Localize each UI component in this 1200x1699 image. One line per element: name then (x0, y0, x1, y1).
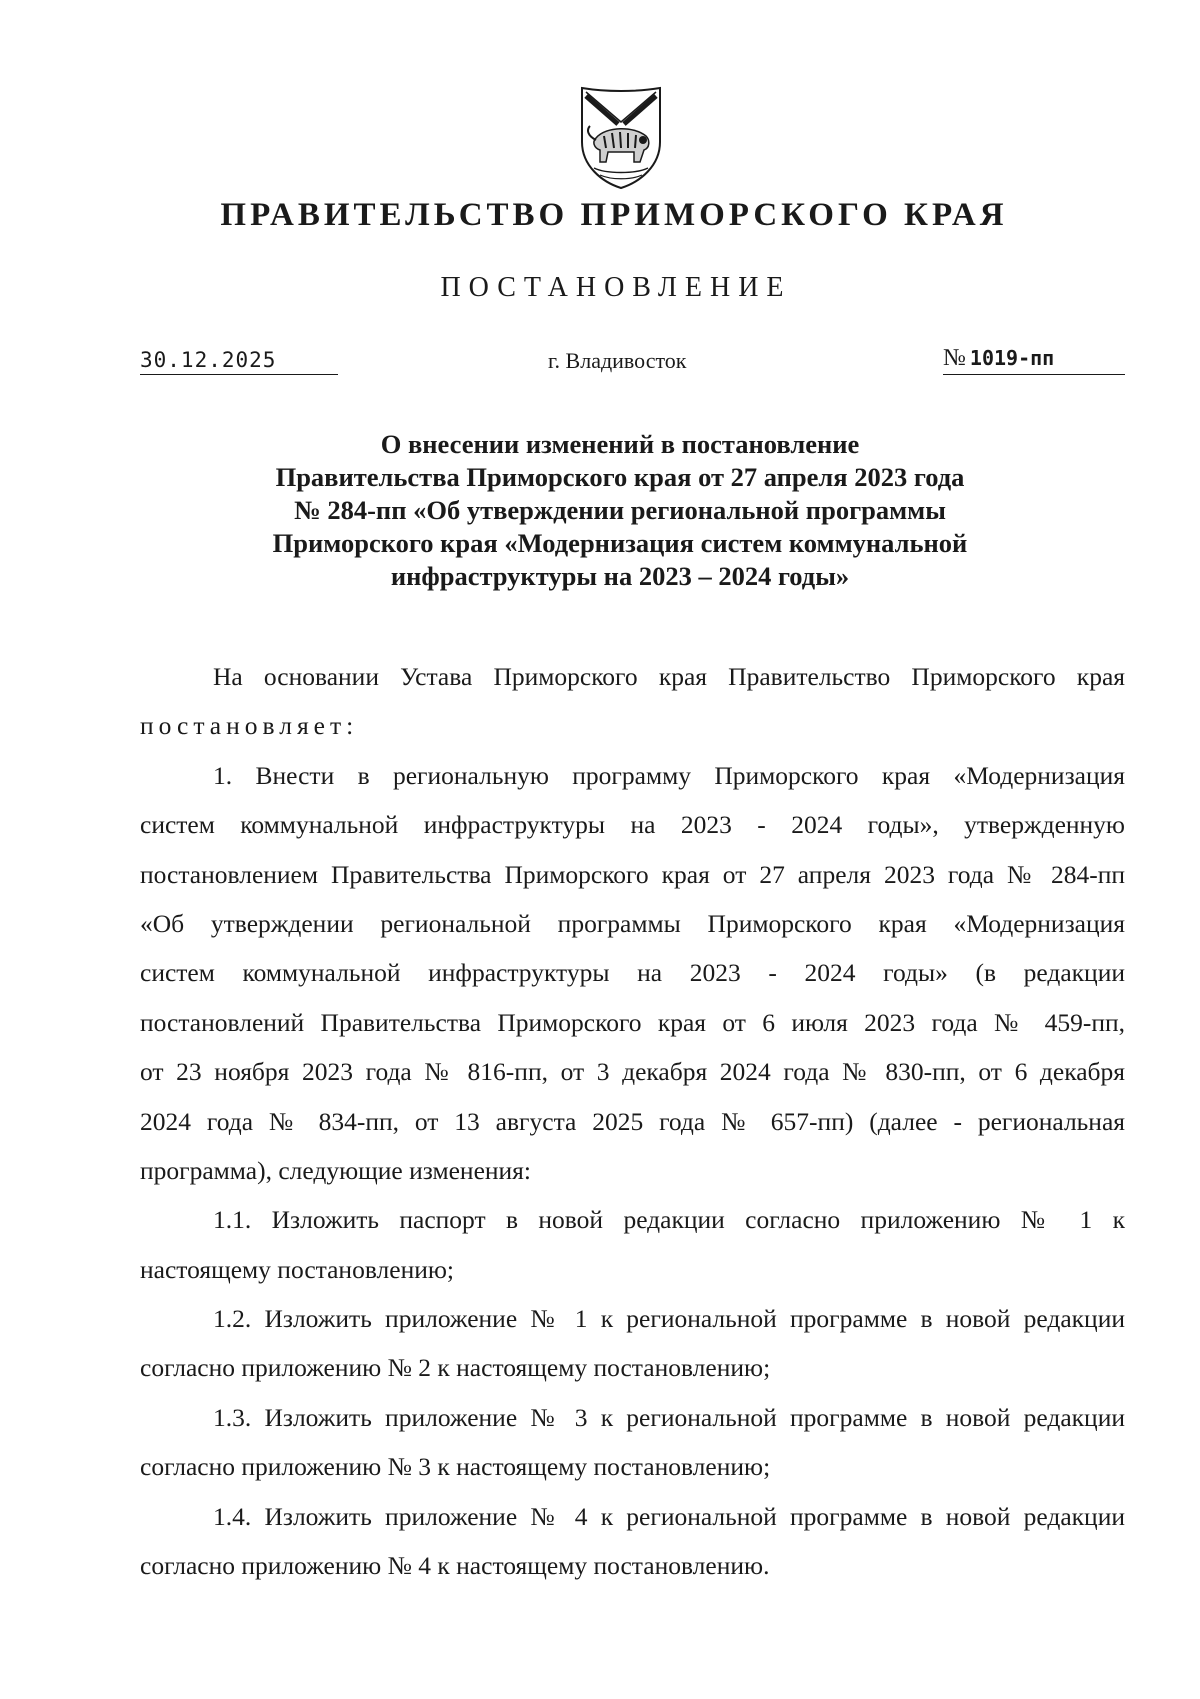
document-date: 30.12.2025 (140, 348, 338, 375)
body-line: 1.3. Изложить приложение № 3 к региональной программе в новой редакции (213, 1402, 1125, 1432)
body-line: согласно приложению № 4 к настоящему постановлению. (140, 1551, 770, 1581)
body-line: 1.2. Изложить приложение № 1 к региональной программе в новой редакции (213, 1304, 1125, 1334)
body-line: постановлений Правительства Приморского края от 6 июля 2023 года № 459-пп, (140, 1007, 1125, 1037)
heading-line: инфраструктуры на 2023 – 2024 годы» (390, 561, 850, 591)
body-line: постановлением Правительства Приморского края от 27 апреля 2023 года № 284-пп (140, 859, 1125, 889)
body-line: от 23 ноября 2023 года № 816-пп, от 3 декабря 2024 года № 830-пп, от 6 декабря (140, 1057, 1125, 1087)
body-line: постановляет: (140, 711, 359, 741)
body-line: 1.4. Изложить приложение № 4 к региональной программе в новой редакции (213, 1501, 1125, 1531)
body-line: систем коммунальной инфраструктуры на 2023 - 2024 годы», утвержденную (140, 810, 1125, 840)
body-line: программа), следующие изменения: (140, 1155, 531, 1185)
body-line: согласно приложению № 3 к настоящему постановлению; (140, 1452, 771, 1482)
document-city: г. Владивосток (548, 348, 687, 373)
body-line: согласно приложению № 2 к настоящему постановлению; (140, 1353, 771, 1383)
body-line: систем коммунальной инфраструктуры на 2023 - 2024 годы» (в редакции (140, 958, 1125, 988)
body-line: На основании Устава Приморского края Правительство Приморского края (213, 662, 1125, 691)
body-line: 1.1. Изложить паспорт в новой редакции согласно приложению № 1 к (213, 1205, 1125, 1235)
body-line: 1. Внести в региональную программу Приморского края «Модернизация (213, 760, 1125, 790)
heading-line: № 284-пп «Об утверждении региональной программы (294, 495, 946, 525)
heading-line: О внесении изменений в постановление (380, 429, 860, 459)
document-number (943, 345, 1125, 375)
number-prefix: № (943, 345, 966, 371)
government-title: ПРАВИТЕЛЬСТВО ПРИМОРСКОГО КРАЯ (220, 197, 1008, 233)
heading-line: Приморского края «Модернизация систем коммунальной (272, 528, 968, 558)
document-heading (200, 428, 1040, 593)
heading-line: Правительства Приморского края от 27 апреля 2023 года (275, 462, 965, 492)
body-line: 2024 года № 834-пп, от 13 августа 2025 года № 657-пп) (далее - региональная (140, 1106, 1125, 1136)
coat-of-arms-icon (576, 78, 666, 190)
number-value: 1019-пп (969, 346, 1055, 370)
body-line: настоящему постановлению; (140, 1254, 454, 1284)
document-type: ПОСТАНОВЛЕНИЕ (440, 272, 792, 303)
document-body (140, 661, 1125, 1599)
body-line: «Об утверждении региональной программы Приморского края «Модернизация (140, 908, 1125, 938)
